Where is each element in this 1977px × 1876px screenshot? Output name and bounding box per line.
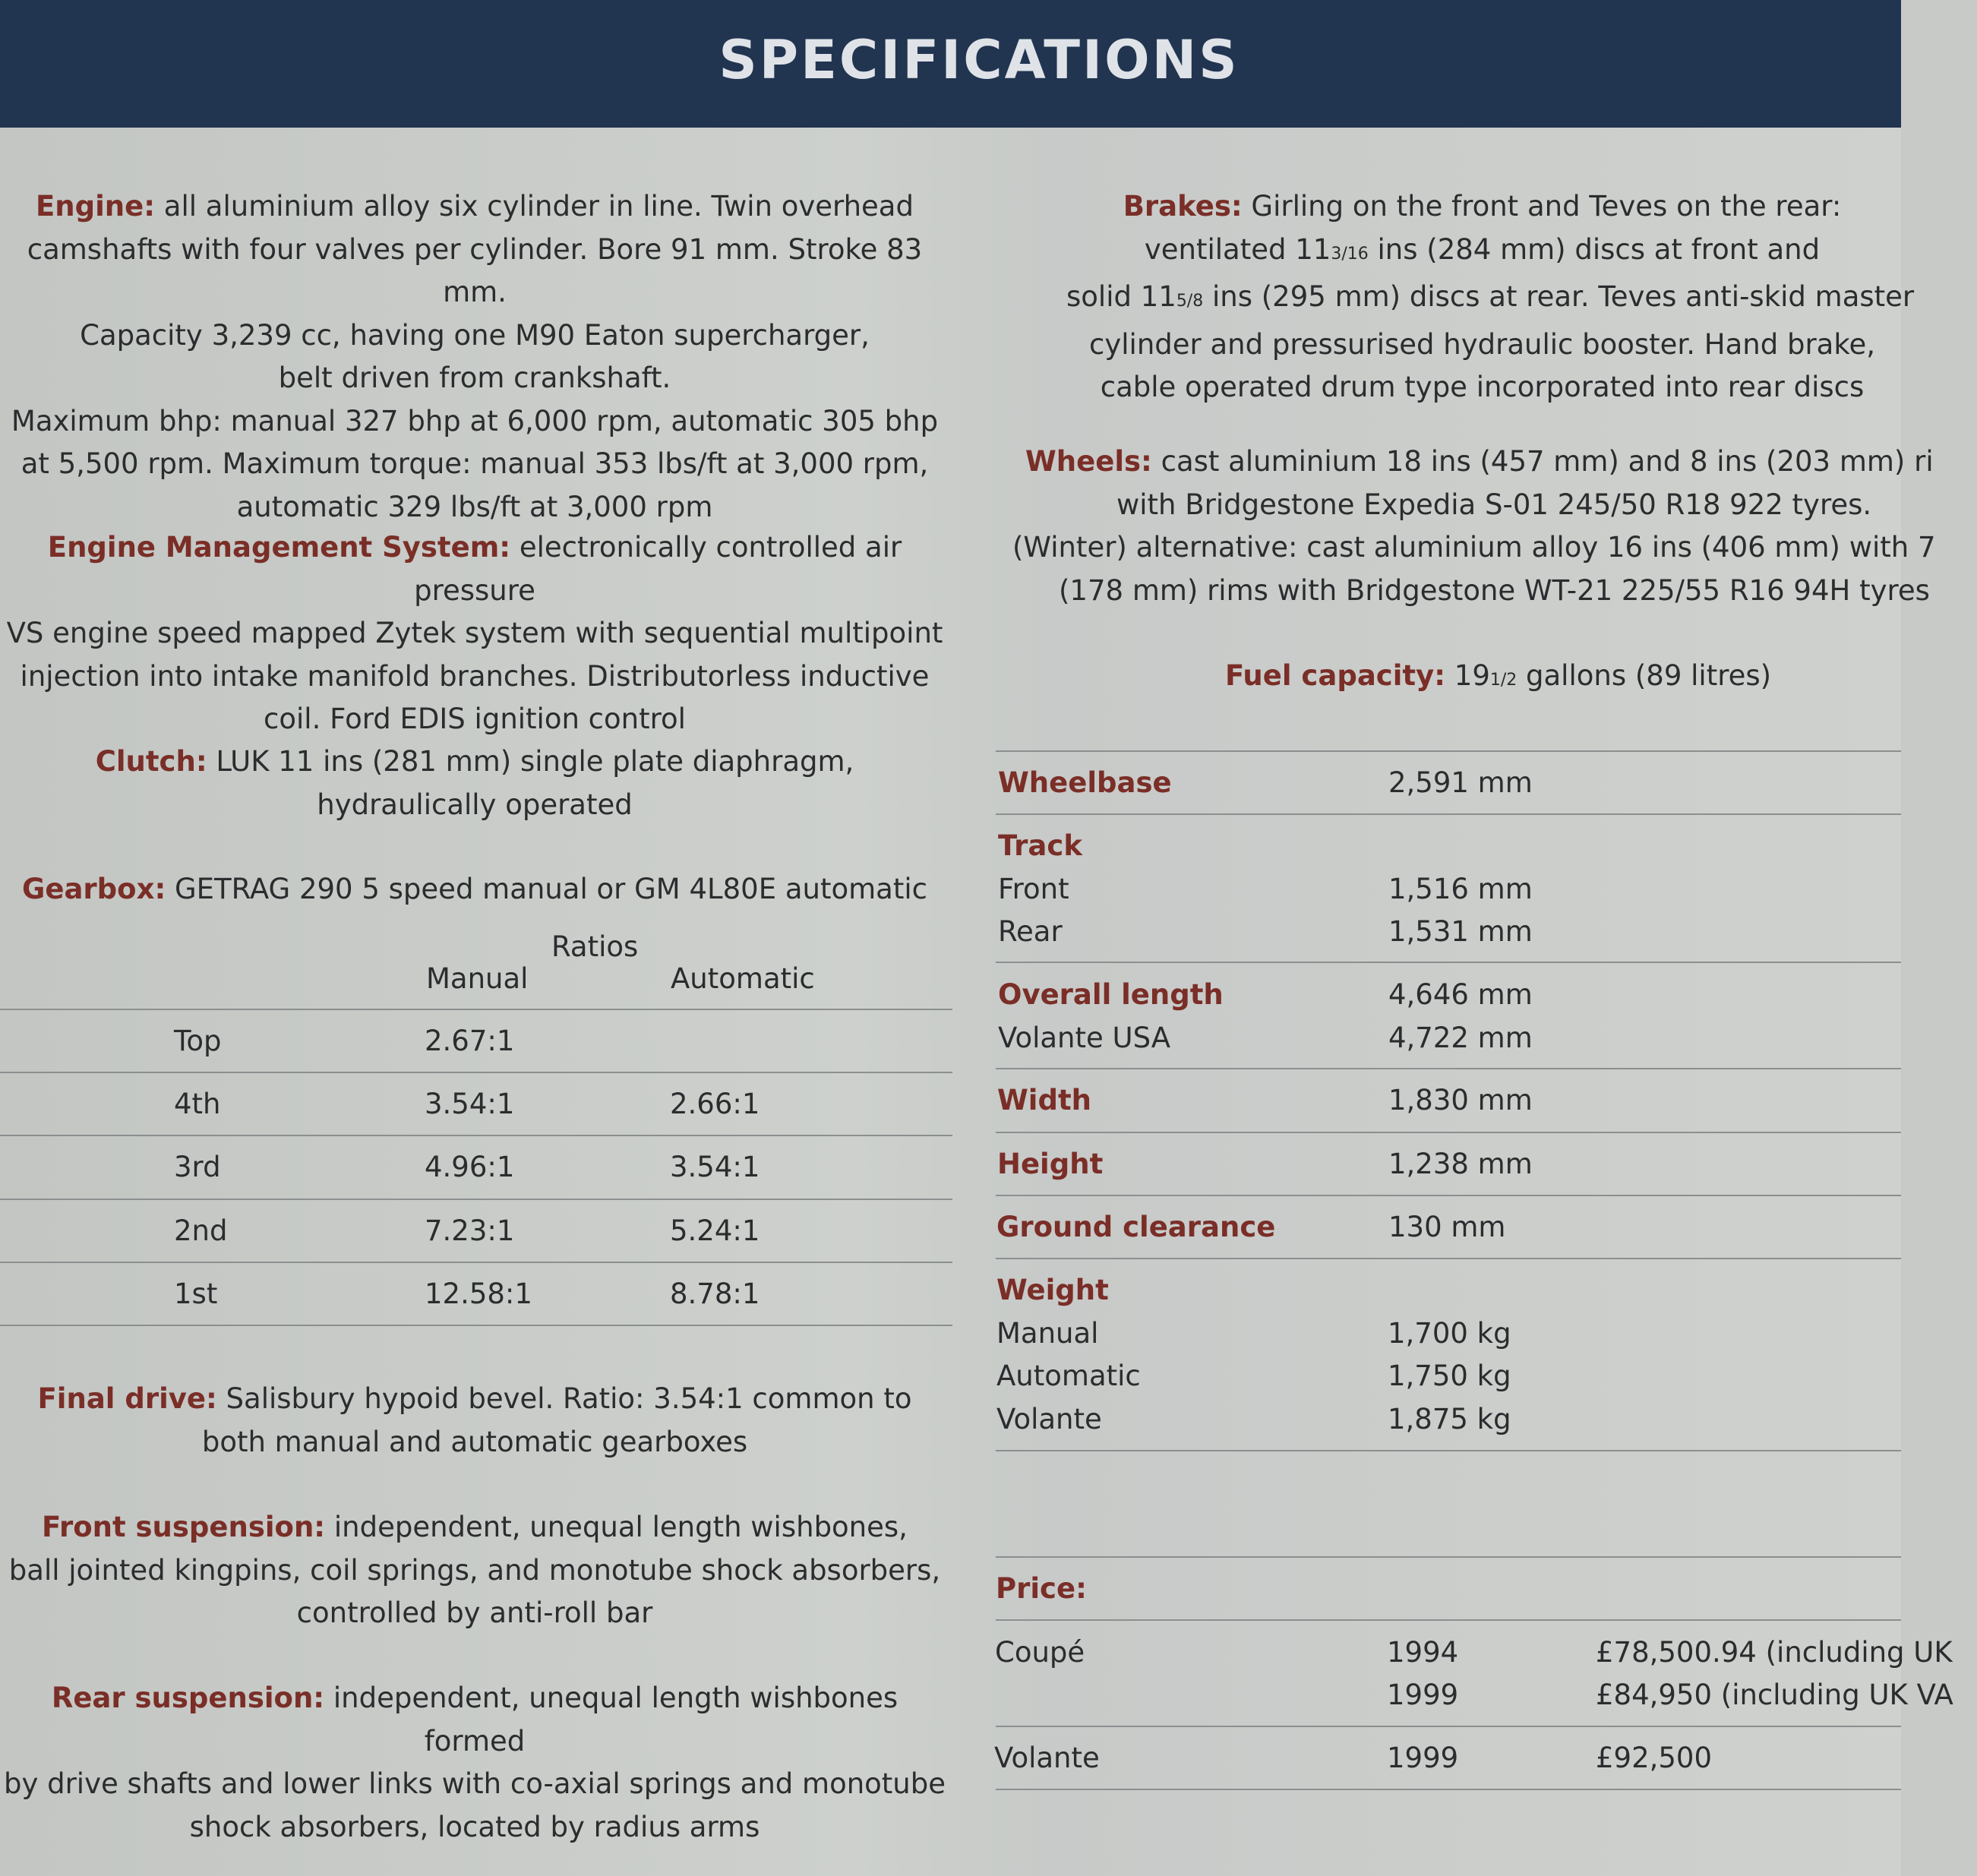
brakes-line: solid 11 bbox=[1066, 280, 1176, 313]
clutch-spec bbox=[0, 741, 949, 826]
header-bar bbox=[0, 0, 1901, 128]
width-label: Width bbox=[997, 1084, 1092, 1116]
manual-ratio: 7.23:1 bbox=[425, 1214, 515, 1247]
ems-line: electronically controlled air pressure bbox=[414, 531, 902, 607]
fuel-spec bbox=[987, 655, 1977, 703]
brakes-line: ins (284 mm) discs at front and bbox=[1368, 232, 1821, 266]
volante-usa-label: Volante USA bbox=[998, 1022, 1171, 1054]
front-suspension-label: Front suspension: bbox=[42, 1511, 326, 1543]
fuel-text: gallons (89 litres) bbox=[1517, 659, 1772, 692]
price-value: £84,950 (including UK VA bbox=[1596, 1679, 1953, 1711]
fraction: 3/16 bbox=[1331, 244, 1369, 264]
rear-suspension-label: Rear suspension: bbox=[51, 1682, 325, 1714]
divider bbox=[996, 1789, 1901, 1790]
engine-line: belt driven from crankshaft. bbox=[278, 362, 671, 394]
clutch-line: hydraulically operated bbox=[317, 788, 633, 821]
gearbox-label: Gearbox: bbox=[22, 873, 166, 905]
price-year: 1999 bbox=[1387, 1679, 1459, 1711]
gear-label: 3rd bbox=[174, 1151, 221, 1183]
ratios-col-manual: Manual bbox=[426, 962, 529, 995]
wheels-line: with Bridgestone Expedia S-01 245/50 R18 922 tyres. bbox=[1116, 488, 1872, 521]
wheels-line: (Winter) alternative: cast aluminium alloy 16 ins (406 mm) with 7 bbox=[1012, 531, 1936, 564]
divider bbox=[996, 1258, 1901, 1259]
page-title: SPECIFICATIONS bbox=[718, 29, 1240, 91]
ratios-title: Ratios bbox=[551, 930, 639, 963]
front-suspension-line: independent, unequal length wishbones, bbox=[325, 1511, 908, 1543]
engine-line: all aluminium alloy six cylinder in line. Twin overhead bbox=[155, 190, 914, 223]
clutch-label: Clutch: bbox=[95, 745, 207, 778]
divider bbox=[996, 962, 1901, 963]
automatic-ratio: 5.24:1 bbox=[670, 1214, 760, 1247]
rear-suspension-spec bbox=[0, 1677, 949, 1849]
divider bbox=[996, 1195, 1901, 1196]
divider bbox=[996, 813, 1901, 815]
engine-line: Capacity 3,239 cc, having one M90 Eaton supercharger, bbox=[80, 318, 870, 352]
ems-line: coil. Ford EDIS ignition control bbox=[264, 703, 686, 735]
gear-label: Top bbox=[174, 1025, 222, 1057]
gear-label: 1st bbox=[174, 1278, 218, 1310]
manual-ratio: 12.58:1 bbox=[425, 1278, 532, 1310]
engine-line: at 5,500 rpm. Maximum torque: manual 353 lbs/ft at 3,000 rpm, bbox=[21, 447, 929, 480]
ground-clearance-label: Ground clearance bbox=[996, 1211, 1276, 1243]
divider bbox=[996, 1450, 1901, 1451]
wheels-line: (178 mm) rims with Bridgestone WT-21 225/55 R16 94H tyres bbox=[1059, 573, 1930, 607]
weight-label: Weight bbox=[996, 1274, 1109, 1306]
rear-suspension-line: by drive shafts and lower links with co-axial springs and monotube bbox=[3, 1767, 946, 1800]
final-drive-line: Salisbury hypoid bevel. Ratio: 3.54:1 common to bbox=[216, 1382, 912, 1415]
overall-length-label: Overall length bbox=[998, 978, 1224, 1011]
divider bbox=[0, 1262, 952, 1263]
track-rear-value: 1,531 mm bbox=[1388, 915, 1533, 948]
fuel-text: 19 bbox=[1445, 659, 1490, 692]
price-model: Coupé bbox=[995, 1636, 1085, 1669]
manual-ratio: 3.54:1 bbox=[425, 1088, 515, 1120]
gearbox-spec bbox=[0, 868, 949, 911]
divider bbox=[996, 1726, 1901, 1727]
manual-ratio: 4.96:1 bbox=[425, 1151, 515, 1183]
gear-label: 4th bbox=[174, 1088, 221, 1120]
divider bbox=[0, 1009, 952, 1010]
height-label: Height bbox=[997, 1148, 1104, 1180]
wheels-line: cast aluminium 18 ins (457 mm) and 8 ins (203 mm) ri bbox=[1151, 445, 1934, 478]
divider bbox=[0, 1325, 952, 1326]
divider bbox=[996, 1556, 1901, 1558]
brakes-line: cable operated drum type incorporated into rear discs bbox=[1100, 371, 1865, 403]
wheels-label: Wheels: bbox=[1025, 445, 1152, 478]
ems-spec bbox=[0, 526, 949, 741]
price-value: £78,500.94 (including UK bbox=[1596, 1636, 1953, 1669]
track-front-label: Front bbox=[998, 873, 1069, 905]
price-year: 1999 bbox=[1387, 1742, 1459, 1774]
track-rear-label: Rear bbox=[998, 915, 1063, 948]
volante-usa-value: 4,722 mm bbox=[1388, 1022, 1533, 1054]
divider bbox=[0, 1199, 952, 1200]
weight-volante-value: 1,875 kg bbox=[1388, 1403, 1511, 1435]
final-drive-line: both manual and automatic gearboxes bbox=[201, 1425, 748, 1458]
weight-manual-label: Manual bbox=[996, 1317, 1099, 1350]
price-model: Volante bbox=[994, 1742, 1100, 1774]
engine-line: automatic 329 lbs/ft at 3,000 rpm bbox=[236, 490, 713, 523]
automatic-ratio: 2.66:1 bbox=[670, 1088, 760, 1120]
gearbox-text: GETRAG 290 5 speed manual or GM 4L80E automatic bbox=[166, 873, 927, 905]
engine-spec bbox=[0, 185, 949, 529]
track-label: Track bbox=[998, 829, 1082, 862]
overall-length-value: 4,646 mm bbox=[1388, 978, 1533, 1011]
ground-clearance-value: 130 mm bbox=[1388, 1211, 1506, 1243]
wheelbase-label: Wheelbase bbox=[998, 766, 1172, 799]
final-drive-label: Final drive: bbox=[37, 1382, 217, 1415]
front-suspension-spec bbox=[0, 1506, 949, 1635]
ems-label: Engine Management System: bbox=[47, 531, 511, 564]
fuel-label: Fuel capacity: bbox=[1225, 659, 1446, 692]
ems-line: VS engine speed mapped Zytek system with sequential multipoint bbox=[6, 617, 943, 649]
divider bbox=[996, 1619, 1901, 1621]
rear-suspension-line: shock absorbers, located by radius arms bbox=[189, 1810, 760, 1843]
width-value: 1,830 mm bbox=[1388, 1084, 1533, 1116]
wheelbase-value: 2,591 mm bbox=[1388, 766, 1533, 799]
brakes-spec bbox=[987, 185, 1977, 409]
engine-line: camshafts with four valves per cylinder. Bore 91 mm. Stroke 83 mm. bbox=[27, 232, 923, 308]
front-suspension-line: controlled by anti-roll bar bbox=[296, 1596, 653, 1629]
front-suspension-line: ball jointed kingpins, coil springs, and monotube shock absorbers, bbox=[8, 1553, 941, 1587]
brakes-line: ventilated 11 bbox=[1144, 232, 1331, 266]
divider bbox=[0, 1135, 952, 1136]
weight-volante-label: Volante bbox=[996, 1403, 1102, 1435]
ems-line: injection into intake manifold branches. Distributorless inductive bbox=[20, 659, 930, 693]
divider bbox=[996, 750, 1901, 752]
price-year: 1994 bbox=[1387, 1636, 1459, 1669]
manual-ratio: 2.67:1 bbox=[425, 1025, 515, 1057]
brakes-line: cylinder and pressurised hydraulic booster. Hand brake, bbox=[1089, 327, 1875, 361]
price-label: Price: bbox=[996, 1572, 1087, 1605]
clutch-line: LUK 11 ins (281 mm) single plate diaphragm, bbox=[207, 745, 854, 778]
ratios-col-automatic: Automatic bbox=[671, 962, 815, 995]
wheels-spec bbox=[987, 441, 1977, 612]
brakes-line: Girling on the front and Teves on the rear: bbox=[1242, 190, 1842, 223]
fraction: 1/2 bbox=[1489, 671, 1517, 690]
divider bbox=[0, 1072, 952, 1073]
track-front-value: 1,516 mm bbox=[1388, 873, 1533, 905]
price-value: £92,500 bbox=[1596, 1742, 1713, 1774]
weight-automatic-value: 1,750 kg bbox=[1388, 1360, 1511, 1392]
brakes-label: Brakes: bbox=[1123, 190, 1243, 223]
weight-manual-value: 1,700 kg bbox=[1388, 1317, 1511, 1350]
engine-label: Engine: bbox=[36, 190, 156, 223]
automatic-ratio: 3.54:1 bbox=[670, 1151, 760, 1183]
engine-line: Maximum bhp: manual 327 bhp at 6,000 rpm, automatic 305 bhp bbox=[11, 404, 939, 437]
final-drive-spec bbox=[0, 1378, 949, 1464]
rear-suspension-line: independent, unequal length wishbones formed bbox=[324, 1682, 898, 1758]
divider bbox=[996, 1132, 1901, 1133]
fraction: 5/8 bbox=[1176, 292, 1204, 311]
height-value: 1,238 mm bbox=[1388, 1148, 1533, 1180]
automatic-ratio: 8.78:1 bbox=[670, 1278, 760, 1310]
divider bbox=[996, 1068, 1901, 1069]
brakes-line: ins (295 mm) discs at rear. Teves anti-skid master bbox=[1203, 280, 1915, 313]
weight-automatic-label: Automatic bbox=[996, 1360, 1141, 1392]
gear-label: 2nd bbox=[174, 1214, 228, 1247]
